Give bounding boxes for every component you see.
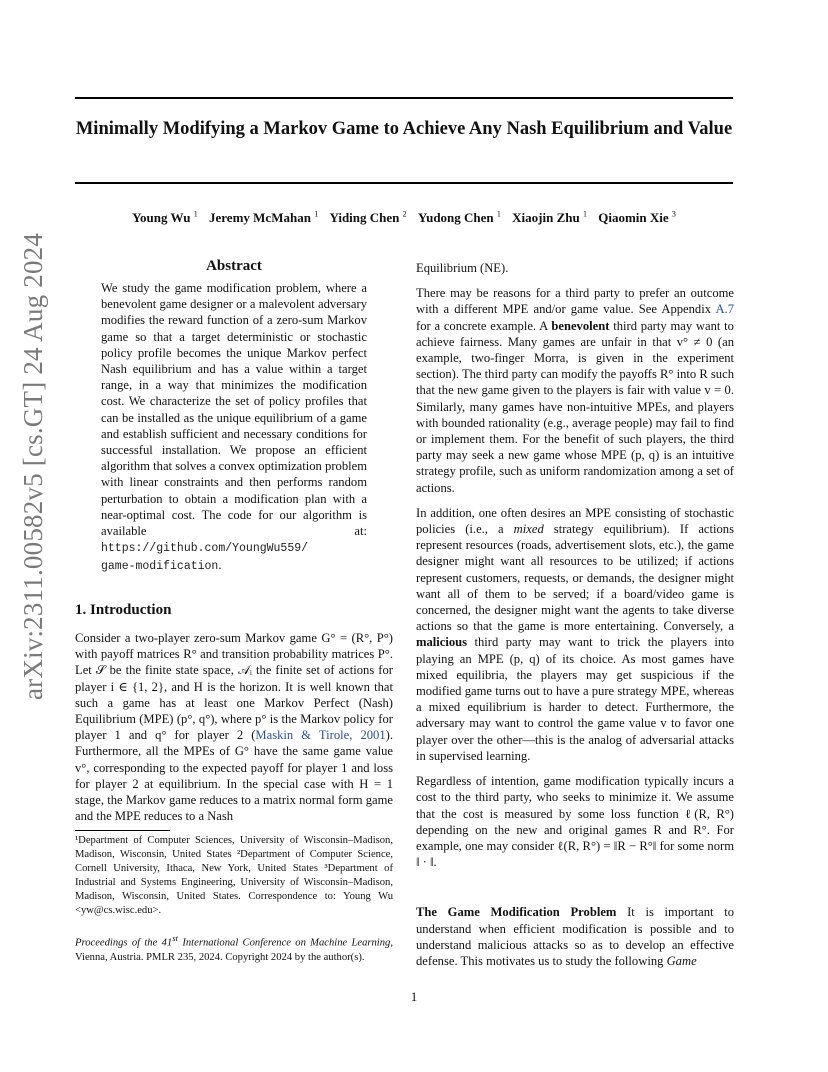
arxiv-side-label: arXiv:2311.00582v5 [cs.GT] 24 Aug 2024 (18, 232, 48, 700)
title-bottom-rule (75, 182, 733, 184)
p2b: for a concrete example. A (416, 318, 552, 333)
author (132, 210, 198, 225)
proceedings-sup: st (172, 933, 179, 943)
p2a: There may be reasons for a third party to prefer an outcome with a different MPE and/or game value. See Appendix (416, 286, 734, 317)
p3-em: mixed (513, 522, 544, 537)
proceedings-b: International Conference on Machine Learning (178, 937, 391, 949)
proceedings-a: Proceedings of the 41 (75, 937, 173, 949)
footnote-affiliations: ¹Department of Computer Sciences, University of Wisconsin–Madison, Madison, Wisconsin, United States ²Department of Computer Science, Cornell University, Ithaca, New York, United States ³Department of Industrial and Systems Engineering, University of Wisconsin–Madison, Madison, Wisconsin, United States. Correspondence to: Young Wu <yw@cs.wisc.edu>. (75, 835, 393, 916)
author (598, 210, 676, 225)
appendix-link[interactable]: A.7 (715, 302, 734, 317)
author-list (75, 210, 733, 226)
author-affiliation: 2 (402, 210, 407, 219)
proceedings-c: , Vienna, Austria. PMLR 235, 2024. Copyright 2024 by the author(s). (75, 937, 393, 963)
abstract-text-body: We study the game modification problem, where a benevolent game designer or a malevolent adversary modifies the reward function of a zero-sum Markov game so that a target deterministic or stochastic policy profile becomes the unique Markov perfect Nash equilibrium and has a value within a target range, in a way that minimizes the modification cost. We characterize the set of policy profiles that can be installed as the unique equilibrium of a game and establish sufficient and necessary conditions for successful installation. We propose an efficient algorithm that solves a convex optimization problem with linear constraints and then performs random perturbation to obtain a modification plan with a near-optimal cost. The code for our algorithm is available at: (101, 281, 367, 539)
p2-bold: benevolent (551, 318, 610, 333)
author-name: Yiding Chen (329, 210, 400, 226)
author-name: Qiaomin Xie (598, 210, 669, 226)
p3a: In addition, one often desires an MPE consisting of stochastic policies (i.e., a (416, 505, 734, 537)
author-name: Young Wu (132, 210, 191, 226)
author (512, 210, 587, 225)
paragraph-cost: Regardless of intention, game modification typically incurs a cost to the third party, who seeks to minimize it. We assume that the cost is measured by some loss function ℓ(R, R°) depending on the new and original games R and R°. For example, one may consider ℓ(R, R°) = ‖R − R°‖ for some norm ‖ · ‖. (416, 774, 734, 870)
p5-text: It is important to understand when efficient modification is possible and to understand malicious attacks so as to develop an effective defense. This motivates us to study the following (416, 905, 735, 968)
author-affiliation: 3 (671, 210, 676, 219)
abstract-text (101, 280, 367, 576)
right-column (416, 260, 734, 969)
paragraph-mixed (416, 505, 734, 764)
author-name: Jeremy McMahan (209, 210, 311, 226)
author-affiliation: 1 (314, 210, 319, 219)
author-affiliation: 1 (496, 210, 501, 219)
code-url-link-cont[interactable]: game-modification (101, 560, 219, 574)
author (418, 210, 501, 225)
paragraph-problem (416, 904, 734, 969)
p3b: strategy equilibrium). If actions represent resources (roads, advertisement slots, etc.), the game designer might want all resources to be utilized; if actions represent customers, requests, or demands, the designer might want all of them to be served; if a board/video game is concerned, the designer might want the agents to take diverse actions so that the game is more entertaining. Conversely, a (416, 522, 735, 634)
continuation-text: Equilibrium (NE). (416, 261, 509, 275)
abstract-body (101, 280, 367, 576)
author-name: Xiaojin Zhu (512, 210, 580, 226)
p2c: third party may want to achieve fairness. Many games are unfair in that v° ≠ 0 (an example, two-finger Morra, is given in the experiment section). The third party can modify the payoffs R° into R such that the new game given to the players is fair with value v = 0. Similarly, many games have non-intuitive MPEs, and players with bounded rationality (e.g., average people) may fail to find or implement them. For the benefit of such players, the third party may seek a new game whose MPE (p, q) is an intuitive strategy profile, such as uniform randomization among a set of actions. (416, 318, 734, 495)
title-top-rule (75, 97, 733, 99)
section-heading-introduction: 1. Introduction (75, 602, 172, 618)
p5-em: Game (666, 953, 697, 968)
abstract-heading: Abstract (206, 258, 262, 274)
intro-p1b: ). Furthermore, all the MPEs of G° have the same game value v°, corresponding to the expected payoff for player 1 and loss for player 2 at equilibrium. In the special case with H = 1 stage, the Markov game reduces to a matrix normal form game and the MPE reduces to a Nash (75, 728, 393, 824)
intro-column (75, 630, 393, 824)
author-name: Yudong Chen (417, 210, 494, 226)
paper-title: Minimally Modifying a Markov Game to Achieve Any Nash Equilibrium and Value (75, 119, 733, 139)
author-affiliation: 1 (193, 210, 198, 219)
citation-link[interactable]: Maskin & Tirole, 2001 (255, 728, 386, 743)
intro-paragraph (75, 630, 393, 824)
run-in-heading: The Game Modification Problem (416, 905, 617, 920)
author-affiliation: 1 (582, 210, 587, 219)
page-number: 1 (410, 990, 418, 1004)
author (329, 210, 406, 225)
p3-bold: malicious (416, 635, 468, 650)
author (209, 210, 318, 225)
proceedings-note (75, 931, 393, 965)
footnote-rule (75, 830, 170, 831)
paragraph-motivation (416, 285, 734, 496)
code-url-link[interactable]: https://github.com/YoungWu559/ (101, 542, 309, 556)
abstract-end: . (218, 558, 222, 573)
intro-p1a: Consider a two-player zero-sum Markov game G° = (R°, P°) with payoff matrices R° and transition probability matrices P°. Let 𝒮 be the finite state space, 𝒜ᵢ the finite set of actions for player i ∈ {1, 2}, and H is the horizon. It is well known that such a game has at least one Markov Perfect (Nash) Equilibrium (MPE) (p°, q°), where p° is the Markov policy for player 1 and q° for player 2 ( (75, 631, 393, 743)
p3c: third party may want to trick the players into playing an MPE (p, q) of its choice. As most games have mixed equilibria, the players may get suspicious if the modified game turns out to have a pure strategy MPE, whereas a mixed equilibrium is harder to detect. Furthermore, the adversary may want to control the game value v to favor one player over the other—this is the analog of adversarial attacks in supervised learning. (416, 635, 734, 763)
